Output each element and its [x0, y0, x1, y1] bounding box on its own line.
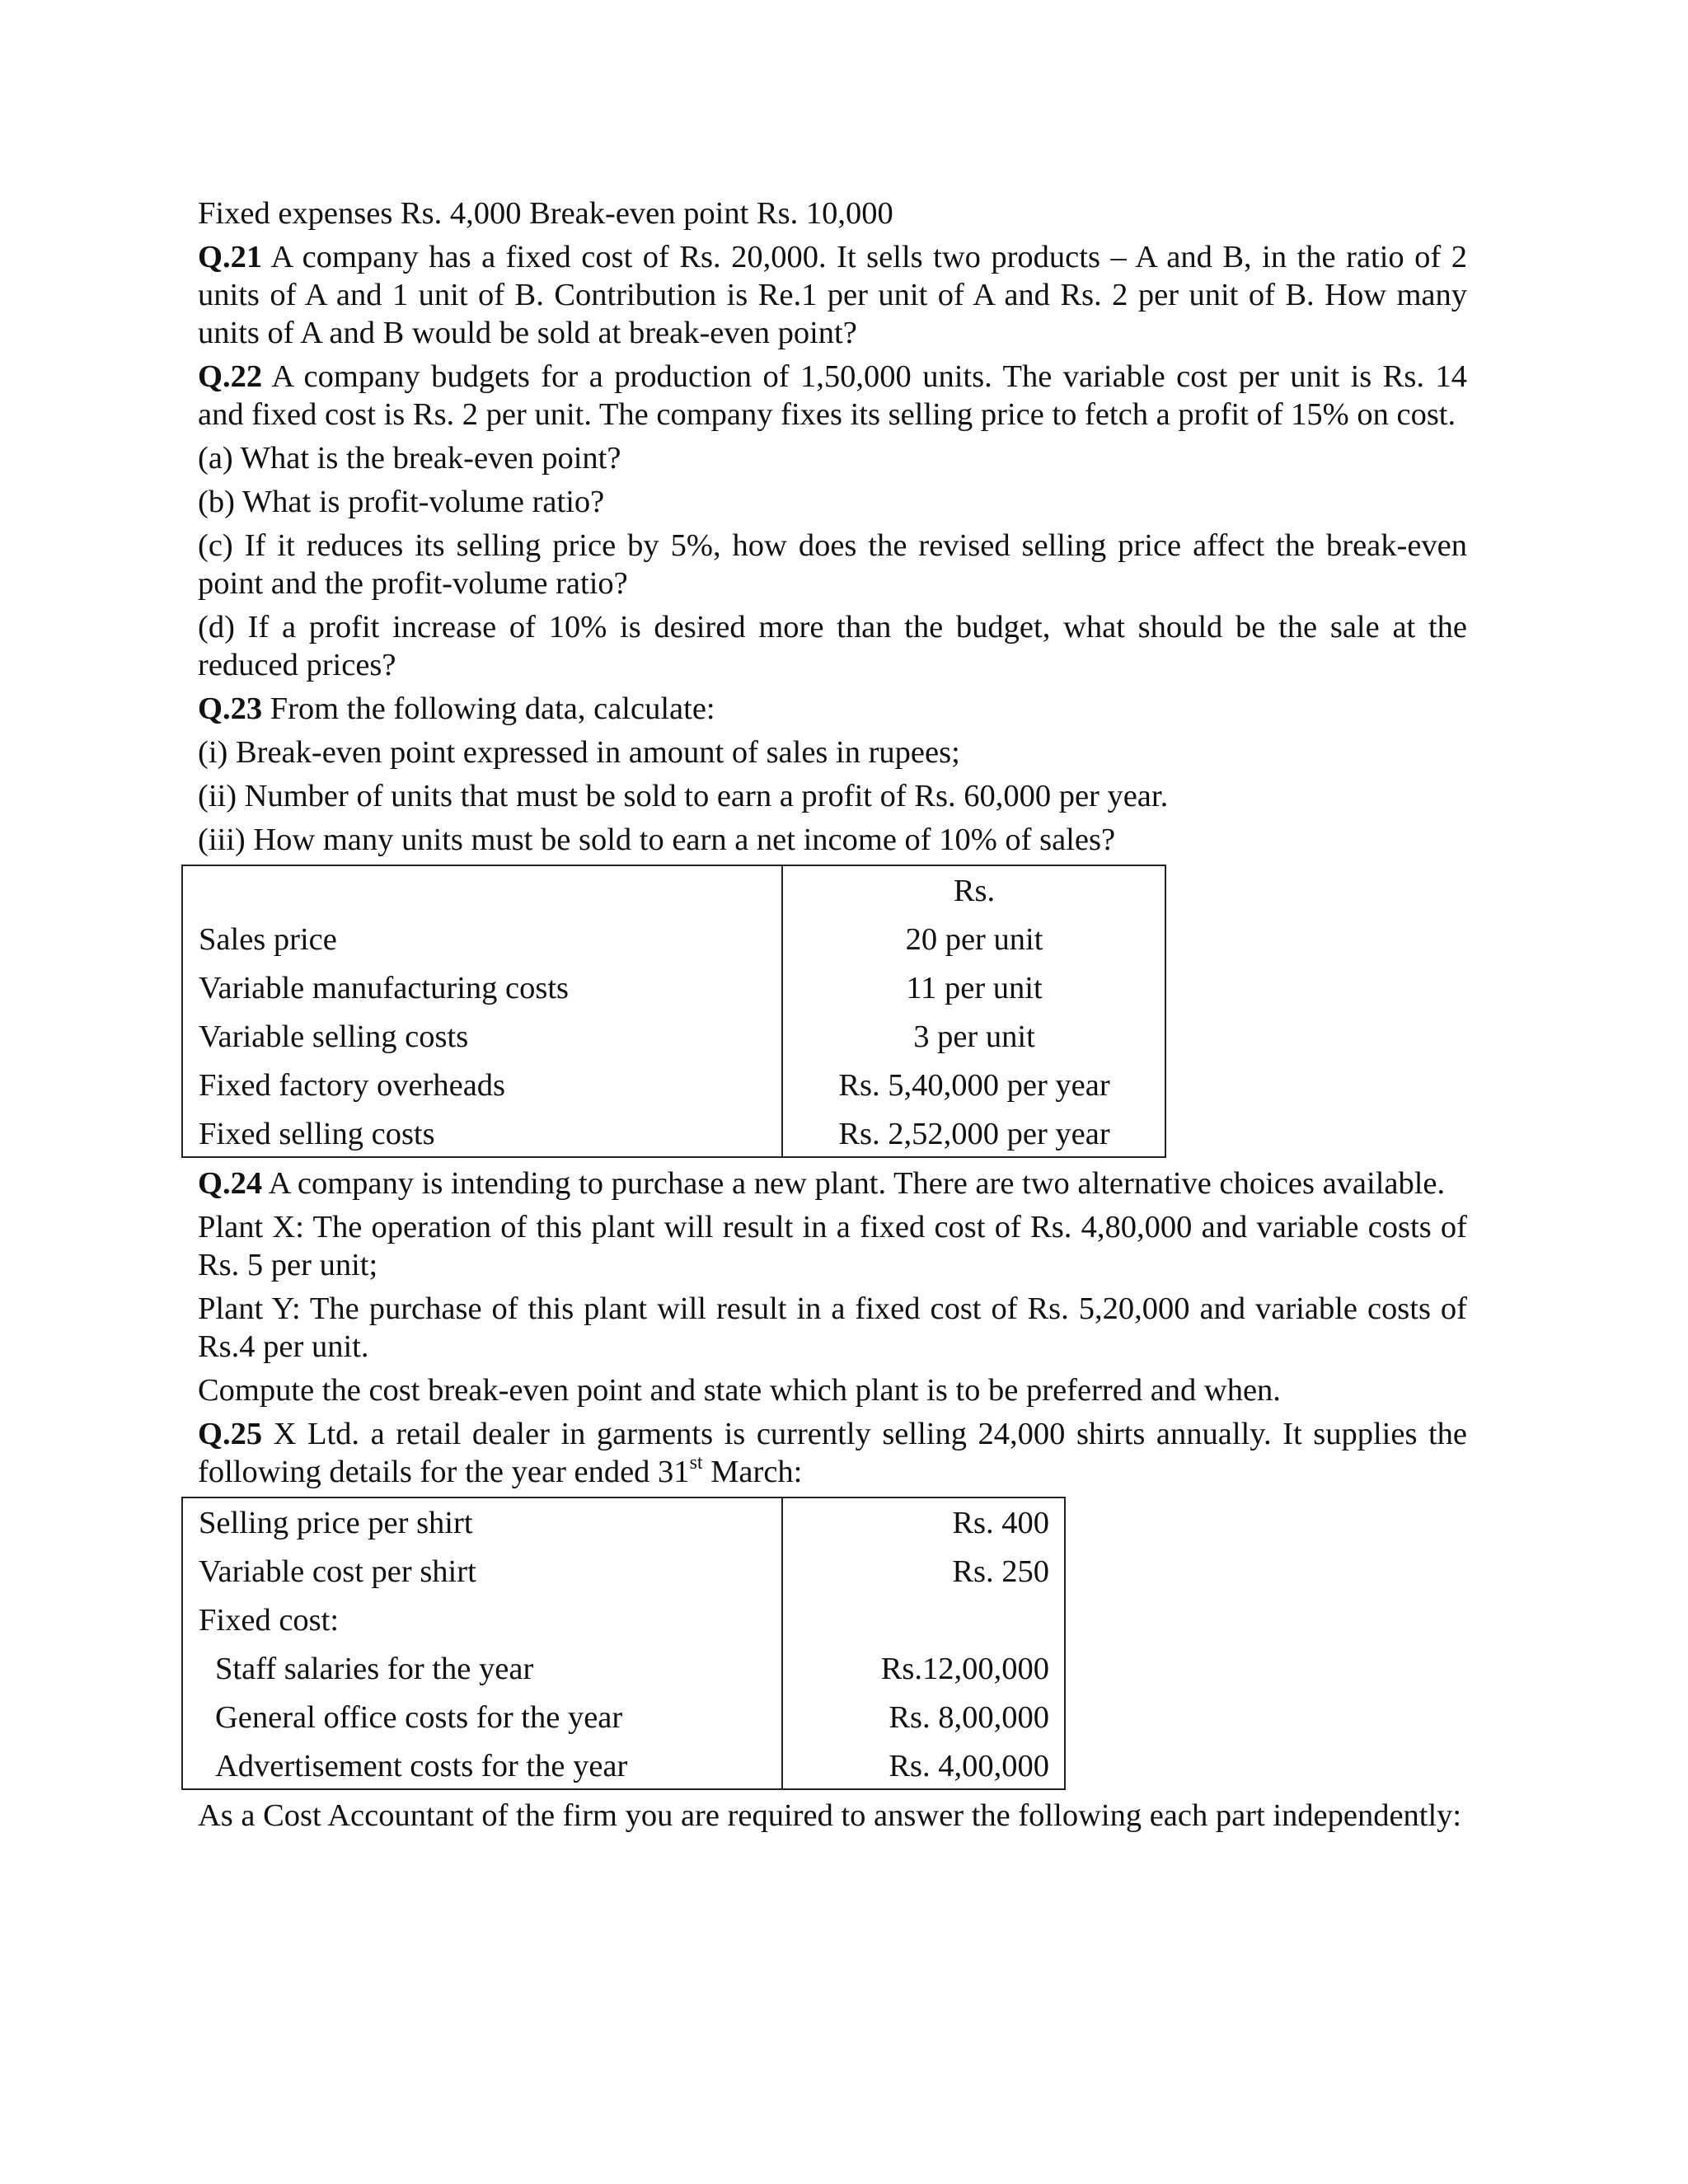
- table-cell-item: Fixed factory overheads: [182, 1062, 782, 1110]
- table-cell-value: Rs. 2,52,000 per year: [782, 1110, 1165, 1157]
- question-22-text: A company budgets for a production of 1,50,000 units. The variable cost per unit is Rs. 14 and fixed cost is Rs. 2 per unit. The company fixes its selling price to fetch a profit of 15% on cost.: [198, 359, 1467, 432]
- table-header-rs: Rs.: [782, 865, 1165, 916]
- table-row: [182, 1596, 1065, 1645]
- question-23-part-ii: (ii) Number of units that must be sold to earn a profit of Rs. 60,000 per year.: [198, 779, 1169, 813]
- question-22-part-a: (a) What is the break-even point?: [198, 441, 621, 476]
- intro-line: Fixed expenses Rs. 4,000 Break-even point Rs. 10,000: [198, 196, 893, 231]
- table-row: [182, 1110, 1165, 1157]
- table-row: [182, 1548, 1065, 1596]
- table-cell-value: Rs. 400: [782, 1497, 1065, 1548]
- table-cell-item: [182, 1694, 782, 1742]
- table-cell-item: [182, 1742, 782, 1789]
- table-cell-value: [782, 1596, 1065, 1645]
- question-25-closing: As a Cost Accountant of the firm you are required to answer the following each part independently:: [198, 1798, 1462, 1833]
- question-23: [198, 690, 1467, 728]
- question-25: [198, 1415, 1467, 1491]
- question-23-part-iii: (iii) How many units must be sold to earn a net income of 10% of sales?: [198, 823, 1116, 857]
- table-row: [182, 916, 1165, 964]
- question-24-task: Compute the cost break-even point and state which plant is to be preferred and when.: [198, 1373, 1281, 1408]
- table-cell-item: [182, 1645, 782, 1694]
- table-cell-value: Rs.12,00,000: [782, 1645, 1065, 1694]
- table-cell-item: Variable selling costs: [182, 1013, 782, 1062]
- table-cell-item: Sales price: [182, 916, 782, 964]
- question-22: [198, 358, 1467, 434]
- table-cell-item: Fixed cost:: [182, 1596, 782, 1645]
- table-row: [182, 1013, 1165, 1062]
- table-cell-item-text: General office costs for the year: [215, 1700, 623, 1735]
- question-25-label: Q.25: [198, 1417, 263, 1451]
- table-cell-value: 20 per unit: [782, 916, 1165, 964]
- table-row: [182, 964, 1165, 1013]
- question-25-text-b: March:: [702, 1455, 803, 1489]
- question-23-part-i: (i) Break-even point expressed in amount of sales in rupees;: [198, 735, 960, 770]
- table-row: [182, 1645, 1065, 1694]
- table-cell-value: Rs. 250: [782, 1548, 1065, 1596]
- table-cell-item: Fixed selling costs: [182, 1110, 782, 1157]
- question-21-text: A company has a fixed cost of Rs. 20,000. It sells two products – A and B, in the ratio of 2 units of A and 1 unit of B. Contribution is Re.1 per unit of A and Rs. 2 per unit of B. How many units of A and B would be sold at break-even point?: [198, 240, 1467, 350]
- question-21-label: Q.21: [198, 240, 263, 274]
- table-cell-value: Rs. 5,40,000 per year: [782, 1062, 1165, 1110]
- question-24-label: Q.24: [198, 1166, 263, 1201]
- table-cell-value: Rs. 8,00,000: [782, 1694, 1065, 1742]
- question-25-text-a: X Ltd. a retail dealer in garments is currently selling 24,000 shirts annually. It supplies the following details for the year ended 31: [198, 1417, 1467, 1489]
- question-25-data-table: [181, 1497, 1066, 1790]
- question-22-part-b: (b) What is profit-volume ratio?: [198, 485, 605, 519]
- question-23-data-table: [181, 865, 1166, 1158]
- table-row: [182, 1742, 1065, 1789]
- question-24-plant-x: Plant X: The operation of this plant will result in a fixed cost of Rs. 4,80,000 and variable costs of Rs. 5 per unit;: [198, 1210, 1467, 1282]
- table-cell-item-text: Staff salaries for the year: [215, 1652, 534, 1686]
- table-header-row: [182, 865, 1165, 916]
- question-21: [198, 238, 1467, 352]
- question-22-part-c: (c) If it reduces its selling price by 5%, how does the revised selling price affect the break-even point and the profit-volume ratio?: [198, 528, 1467, 601]
- table-row: [182, 1497, 1065, 1548]
- table-cell-item: Selling price per shirt: [182, 1497, 782, 1548]
- question-25-superscript: st: [689, 1452, 703, 1474]
- table-cell-value: Rs. 4,00,000: [782, 1742, 1065, 1789]
- table-cell-item-text: Advertisement costs for the year: [215, 1749, 628, 1783]
- table-cell-value: 3 per unit: [782, 1013, 1165, 1062]
- question-22-label: Q.22: [198, 359, 263, 394]
- question-23-label: Q.23: [198, 691, 263, 726]
- document-page: [198, 194, 1467, 1840]
- question-24: [198, 1165, 1467, 1202]
- question-24-text: A company is intending to purchase a new plant. There are two alternative choices available.: [268, 1166, 1446, 1201]
- table-row: [182, 1062, 1165, 1110]
- question-23-text: From the following data, calculate:: [270, 691, 715, 726]
- question-24-plant-y: Plant Y: The purchase of this plant will result in a fixed cost of Rs. 5,20,000 and variable costs of Rs.4 per unit.: [198, 1291, 1467, 1364]
- table-cell-item: Variable cost per shirt: [182, 1548, 782, 1596]
- table-cell-item: Variable manufacturing costs: [182, 964, 782, 1013]
- table-cell: [182, 865, 782, 916]
- table-cell-value: 11 per unit: [782, 964, 1165, 1013]
- question-22-part-d: (d) If a profit increase of 10% is desired more than the budget, what should be the sale at the reduced prices?: [198, 610, 1467, 682]
- table-row: [182, 1694, 1065, 1742]
